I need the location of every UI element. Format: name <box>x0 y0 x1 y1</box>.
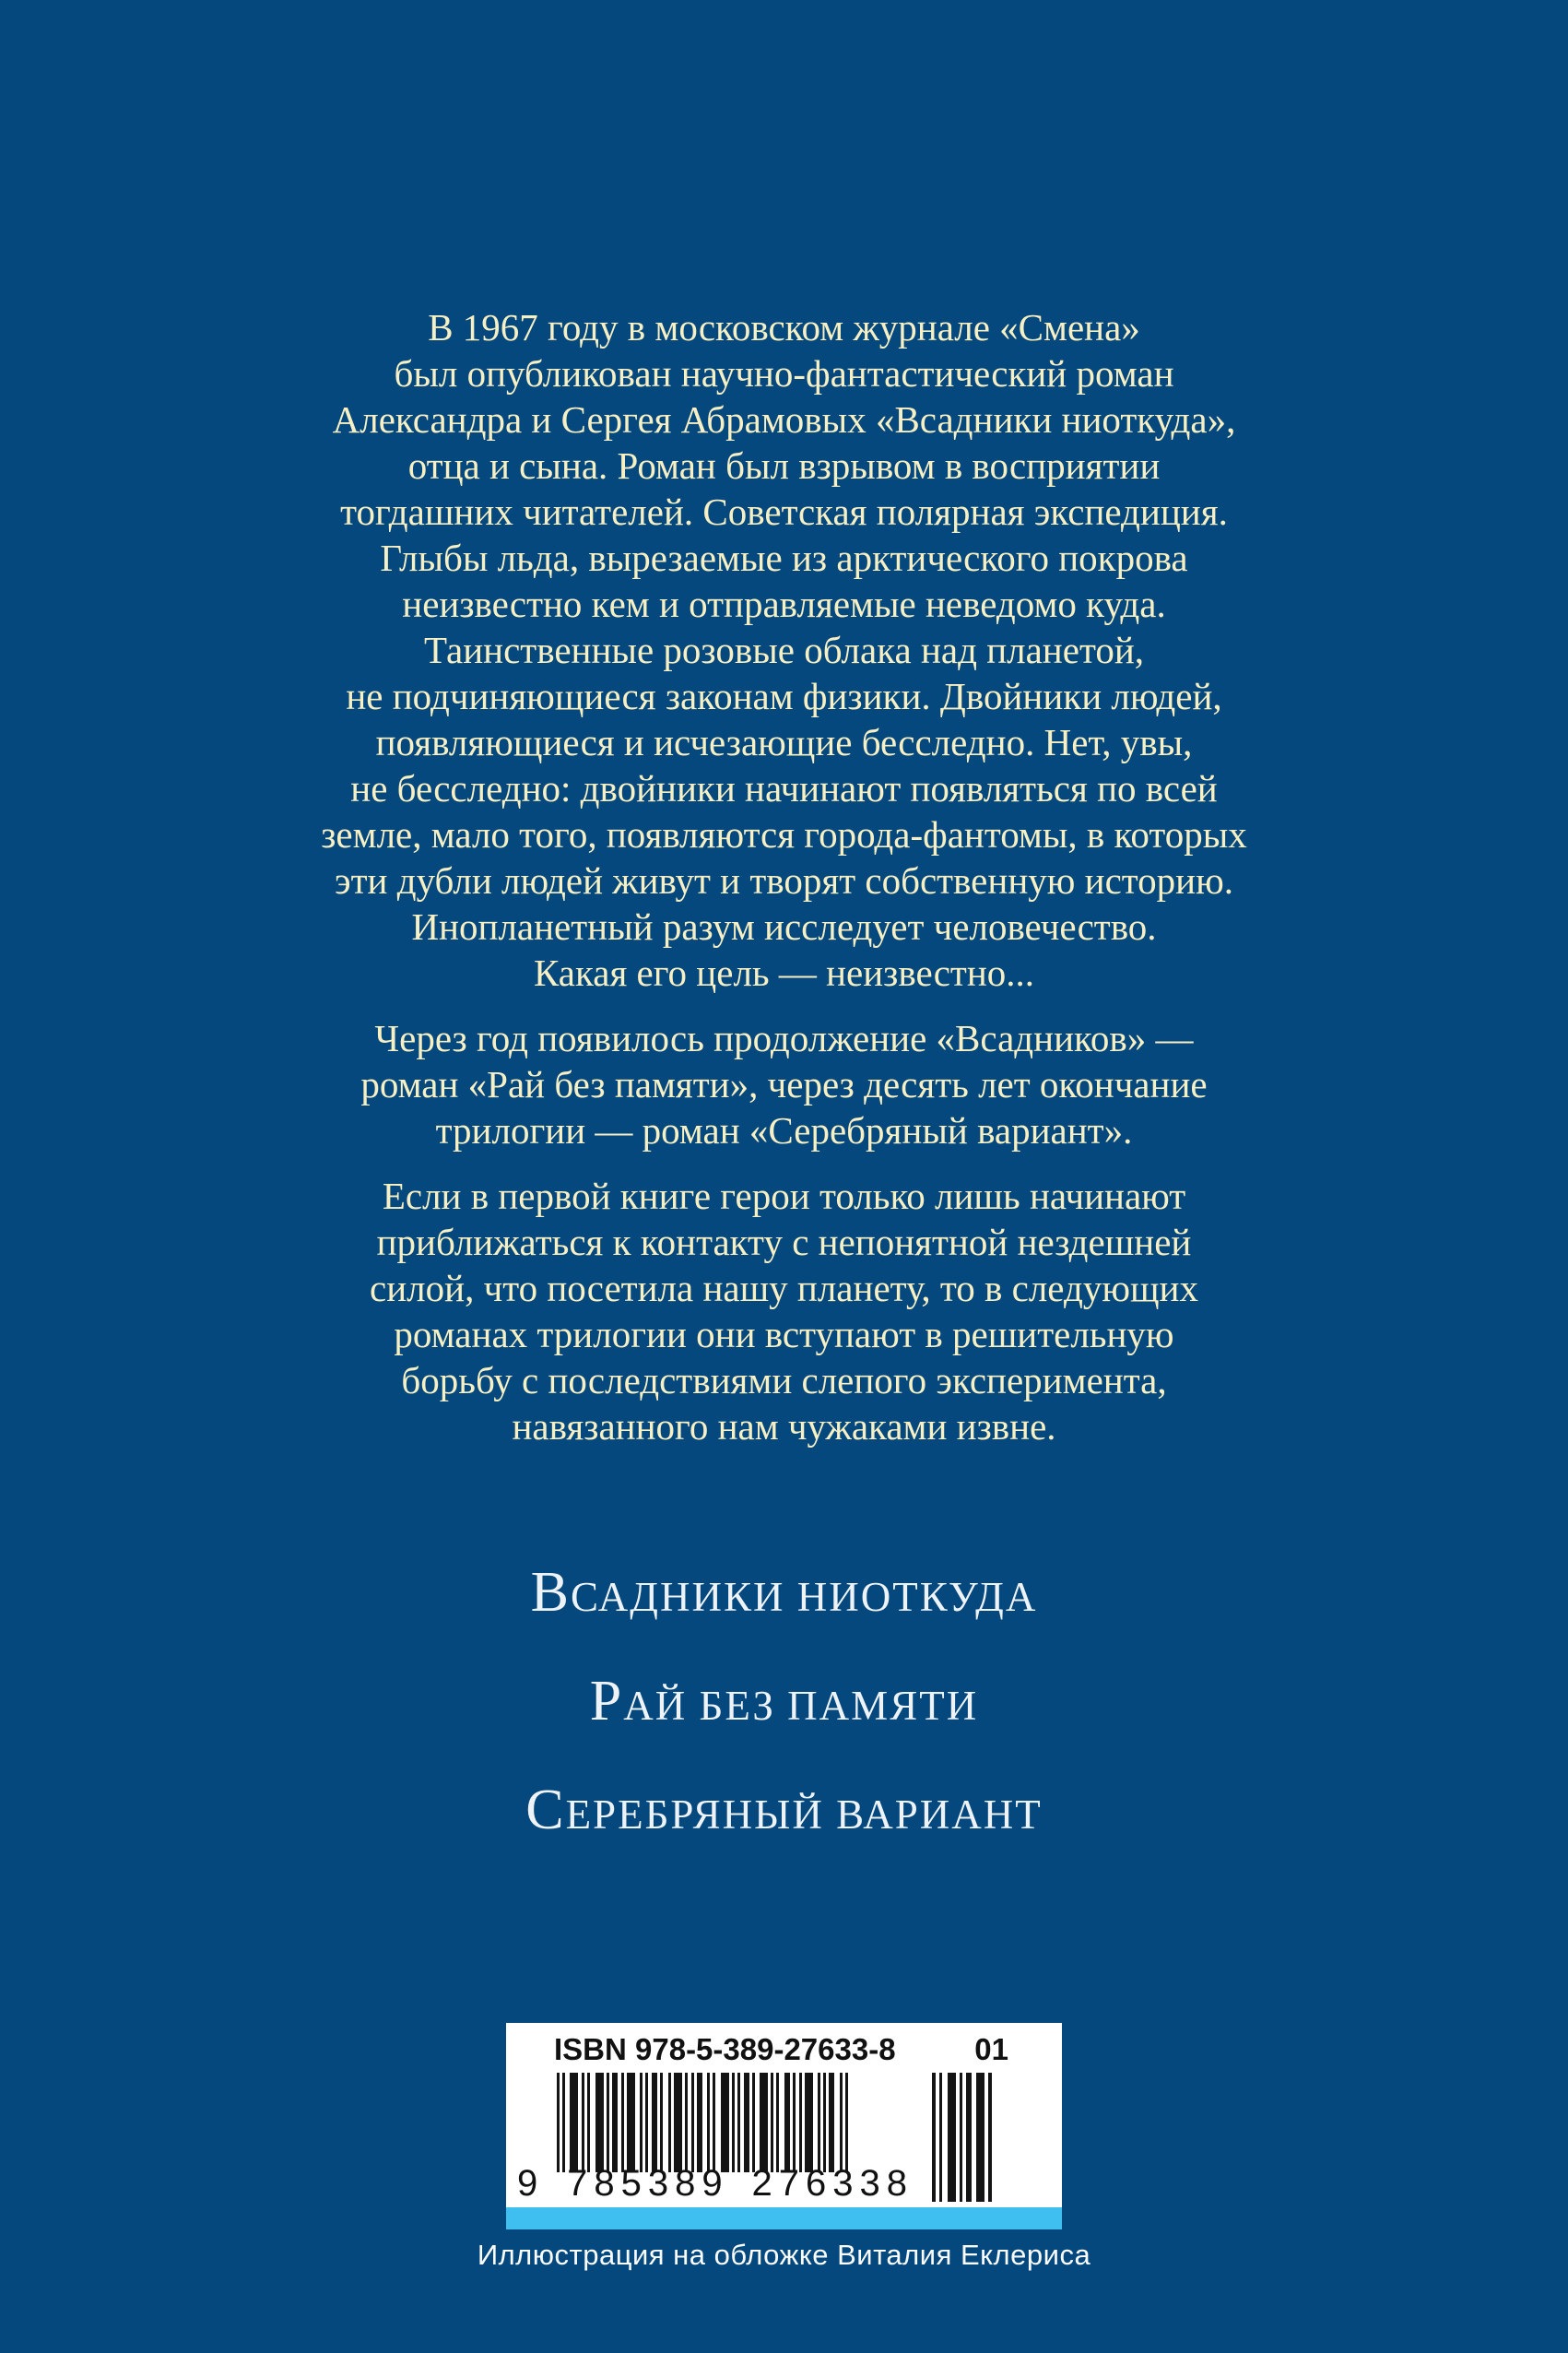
book-title-rest: ЕРЕБРЯНЫЙ ВАРИАНТ <box>565 1791 1043 1838</box>
annotation-line: Таинственные розовые облака над планетой, <box>423 629 1145 671</box>
book-title <box>0 1778 1568 1843</box>
annotation-line: не подчиняющиеся законам физики. Двойники людей, <box>346 675 1222 717</box>
annotation-line: Какая его цель — неизвестно... <box>533 952 1035 994</box>
book-title <box>0 1669 1568 1734</box>
annotation-line: отца и сына. Роман был взрывом в восприятии <box>407 444 1161 487</box>
paragraph <box>0 304 1568 996</box>
annotation-line: силой, что посетила нашу планету, то в следующих <box>370 1267 1198 1309</box>
barcode-digit-lead: 9 <box>517 2163 545 2204</box>
annotation-line: Если в первой книге герои только лишь начинают <box>382 1175 1186 1217</box>
annotation-line: Инопланетный разум исследует человечество. <box>411 905 1157 948</box>
isbn-row <box>554 2032 1008 2067</box>
annotation-line: трилогии — роман «Серебряный вариант». <box>435 1109 1133 1152</box>
accent-stripe <box>506 2207 1062 2229</box>
barcode-digit-group1: 785389 <box>567 2163 729 2204</box>
annotation-line: роман «Рай без памяти», через десять лет окончание <box>360 1063 1208 1106</box>
illustration-credit: Иллюстрация на обложке Виталия Еклериса <box>477 2239 1091 2271</box>
barcode-digit-group2: 276338 <box>751 2163 914 2204</box>
barcode-panel <box>506 2023 1062 2207</box>
book-title-rest: САДНИКИ НИОТКУДА <box>571 1574 1038 1620</box>
barcode-bar <box>805 2073 813 2172</box>
isbn-label: ISBN 978-5-389-27633-8 <box>554 2032 896 2066</box>
book-title-initial: В <box>530 1561 572 1624</box>
annotation-line: В 1967 году в московском журнале «Смена» <box>428 306 1140 349</box>
barcode-bar <box>988 2073 992 2202</box>
barcode-bar <box>760 2073 768 2172</box>
book-title-rest: АЙ БЕЗ ПАМЯТИ <box>623 1683 979 1729</box>
annotation <box>0 304 1568 1469</box>
annotation-line: появляющиеся и исчезающие бесследно. Нет, увы, <box>375 721 1193 763</box>
barcode-bar <box>948 2073 956 2202</box>
barcode-digits <box>517 2163 914 2205</box>
annotation-line: Александра и Сергея Абрамовых «Всадники ниоткуда», <box>332 398 1236 441</box>
annotation-line: тогдашних читателей. Советская полярная экспедиция. <box>340 491 1228 533</box>
barcode-bar <box>976 2073 984 2202</box>
barcode-bar <box>627 2073 635 2172</box>
annotation-line: борьбу с последствиями слепого эксперимента, <box>401 1359 1167 1401</box>
barcode-bar <box>721 2073 729 2172</box>
book-title-initial: С <box>525 1779 566 1841</box>
book-title-initial: Р <box>589 1670 624 1732</box>
ean13-barcode <box>557 2073 914 2172</box>
annotation-line: приближаться к контакту с непонятной нездешней <box>376 1221 1192 1263</box>
annotation-line: навязанного нам чужаками извне. <box>512 1405 1056 1448</box>
annotation-line: земле, мало того, появляются города-фантомы, в которых <box>321 813 1247 856</box>
barcode-bar <box>570 2073 578 2172</box>
barcode-bar <box>674 2073 682 2172</box>
paragraph <box>0 1173 1568 1449</box>
annotation-line: Глыбы льда, вырезаемые из арктического покрова <box>380 537 1188 579</box>
barcode-block <box>506 2023 1062 2229</box>
paragraph <box>0 1015 1568 1153</box>
annotation-line: Через год появилось продолжение «Всадников» — <box>374 1017 1194 1059</box>
barcode-addon-label: 01 <box>974 2032 1008 2066</box>
barcode-gap <box>848 2073 851 2172</box>
annotation-line: романах трилогии они вступают в решительную <box>394 1313 1174 1355</box>
annotation-line: не бесследно: двойники начинают появляться по всей <box>350 767 1218 810</box>
barcode-addon-bars <box>932 2073 1009 2202</box>
annotation-line: эти дубли людей живут и творят собственную историю. <box>335 859 1233 902</box>
trilogy-titles <box>0 1560 1568 1886</box>
barcode-bar <box>595 2073 604 2172</box>
book-title <box>0 1560 1568 1626</box>
annotation-line: неизвестно кем и отправляемые неведомо куда. <box>402 583 1166 625</box>
annotation-line: был опубликован научно-фантастический роман <box>394 352 1174 395</box>
